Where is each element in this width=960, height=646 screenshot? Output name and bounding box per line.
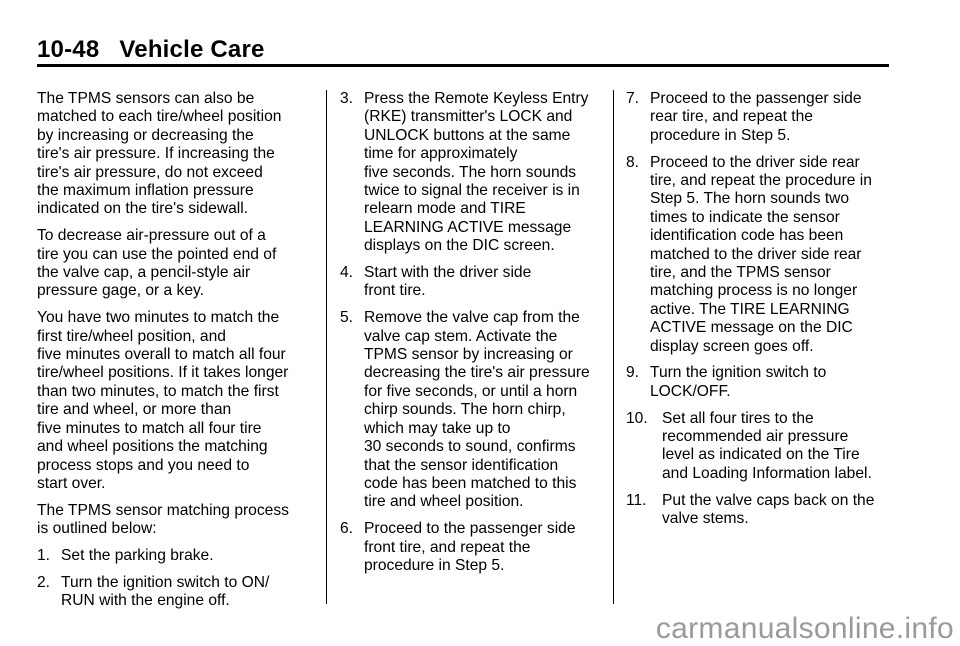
text-line: relearn mode and TIRE [364, 200, 526, 218]
step-text [662, 410, 894, 484]
text-line: Proceed to the passenger side [650, 90, 862, 107]
text-line: Put the valve caps back on the [662, 491, 875, 509]
step-number: 7. [626, 90, 640, 107]
text-line: Set all four tires to the [662, 409, 814, 427]
step-number: 11. [626, 491, 647, 509]
step-text [61, 547, 320, 565]
step-text [364, 90, 608, 256]
step-number: 5. [340, 309, 354, 327]
step-text [650, 154, 894, 356]
step-item [37, 574, 320, 611]
text-line: five minutes to match all four tire [37, 419, 262, 437]
text-line: code has been matched to this [364, 474, 577, 492]
step-text [650, 364, 894, 401]
step-item [626, 90, 894, 145]
text-line: TPMS sensor by increasing or [364, 346, 573, 364]
text-line: LOCK/OFF. [650, 382, 731, 400]
text-line: tire's air pressure. If increasing the [37, 145, 275, 163]
text-line: valve stems. [662, 510, 749, 528]
text-line: identification code has been [650, 227, 844, 245]
step-item [340, 520, 608, 575]
text-line: and wheel positions the matching [37, 438, 268, 456]
step-text [364, 309, 608, 511]
section-title: Vehicle Care [119, 36, 265, 63]
text-line: times to indicate the sensor [650, 208, 840, 226]
text-line: level as indicated on the Tire [662, 446, 860, 464]
step-item [37, 547, 320, 565]
column-1 [37, 90, 320, 619]
step-item [340, 90, 608, 256]
text-line: procedure in Step 5. [650, 126, 791, 144]
text-line: active. The TIRE LEARNING [650, 300, 850, 318]
text-line: start over. [37, 474, 106, 492]
paragraph [37, 309, 320, 493]
text-line: Press the Remote Keyless Entry [364, 90, 589, 107]
text-line: chirp sounds. The horn chirp, [364, 401, 566, 419]
column-3 [626, 90, 894, 537]
step-number: 4. [340, 264, 354, 282]
text-line: indicated on the tire's sidewall. [37, 200, 249, 218]
text-line: tire you can use the pointed end of [37, 245, 277, 263]
text-line: time for approximately [364, 145, 518, 163]
text-line: than two minutes, to match the first [37, 382, 279, 400]
text-line: by increasing or decreasing the [37, 126, 254, 144]
text-line: RUN with the engine off. [61, 592, 230, 610]
text-line: The TPMS sensor matching process [37, 501, 289, 519]
text-line: tire, and repeat the procedure in [650, 172, 872, 190]
text-line: recommended air pressure [662, 428, 849, 446]
text-line: Set the parking brake. [61, 546, 214, 564]
text-line: five seconds. The horn sounds [364, 163, 577, 181]
text-line: ACTIVE message on the DIC [650, 319, 853, 337]
step-item [626, 410, 894, 484]
text-line: tire and wheel, or more than [37, 401, 232, 419]
text-line: matched to the driver side rear [650, 245, 862, 263]
step-item [626, 154, 894, 356]
text-line: (RKE) transmitter's LOCK and [364, 108, 573, 126]
text-line: first tire/wheel position, and [37, 327, 226, 345]
step-text [364, 520, 608, 575]
text-line: tire, and the TPMS sensor [650, 264, 831, 282]
text-line: You have two minutes to match the [37, 309, 280, 327]
column-divider [326, 90, 327, 604]
text-line: rear tire, and repeat the [650, 108, 813, 126]
text-line: decreasing the tire's air pressure [364, 364, 590, 382]
text-line: To decrease air-pressure out of a [37, 227, 266, 245]
text-line: LEARNING ACTIVE message [364, 218, 572, 236]
text-line: Remove the valve cap from the [364, 309, 580, 327]
page-header [37, 36, 265, 64]
step-text [650, 90, 894, 145]
step-number: 6. [340, 520, 354, 538]
text-line: Turn the ignition switch to ON/ [61, 573, 270, 591]
step-number: 10. [626, 409, 648, 427]
text-line: front tire, and repeat the [364, 538, 531, 556]
text-line: valve cap stem. Activate the [364, 327, 558, 345]
text-line: tire's air pressure, do not exceed [37, 163, 263, 181]
column-divider [613, 90, 614, 604]
text-line: Step 5. The horn sounds two [650, 190, 850, 208]
text-line: front tire. [364, 282, 426, 300]
text-line: display screen goes off. [650, 337, 814, 355]
step-number: 3. [340, 90, 354, 107]
paragraph [37, 90, 320, 219]
text-line: which may take up to [364, 419, 511, 437]
text-line: procedure in Step 5. [364, 556, 505, 574]
step-number: 8. [626, 153, 640, 171]
text-line: Proceed to the passenger side [364, 520, 576, 538]
text-line: matching process is no longer [650, 282, 858, 300]
step-number: 2. [37, 573, 51, 591]
page-number: 10-48 [37, 36, 100, 63]
text-line: the valve cap, a pencil-style air [37, 264, 251, 282]
text-line: UNLOCK buttons at the same [364, 126, 571, 144]
paragraph [37, 502, 320, 539]
step-number: 1. [37, 546, 51, 564]
text-line: is outlined below: [37, 520, 157, 538]
text-line: tire and wheel position. [364, 493, 524, 511]
column-2 [340, 90, 608, 584]
step-text [364, 264, 608, 301]
text-line: that the sensor identification [364, 456, 559, 474]
step-number: 9. [626, 364, 640, 382]
text-line: The TPMS sensors can also be [37, 90, 255, 107]
text-line: Start with the driver side [364, 264, 532, 282]
paragraph [37, 227, 320, 301]
text-line: pressure gage, or a key. [37, 282, 205, 300]
text-line: the maximum inflation pressure [37, 182, 254, 200]
text-line: 30 seconds to sound, confirms [364, 438, 576, 456]
step-text [61, 574, 320, 611]
text-line: process stops and you need to [37, 456, 250, 474]
step-item [626, 492, 894, 529]
step-text [662, 492, 894, 529]
text-line: Proceed to the driver side rear [650, 153, 860, 171]
text-line: twice to signal the receiver is in [364, 182, 580, 200]
text-line: for five seconds, or until a horn [364, 382, 578, 400]
step-item [626, 364, 894, 401]
text-line: five minutes overall to match all four [37, 346, 286, 364]
text-line: and Loading Information label. [662, 464, 872, 482]
text-line: tire/wheel positions. If it takes longer [37, 364, 289, 382]
step-item [340, 264, 608, 301]
text-line: Turn the ignition switch to [650, 364, 827, 382]
header-rule [37, 64, 889, 67]
text-line: matched to each tire/wheel position [37, 108, 282, 126]
watermark: carmanualsonline.info [655, 612, 954, 645]
text-line: displays on the DIC screen. [364, 237, 555, 255]
step-item [340, 309, 608, 511]
